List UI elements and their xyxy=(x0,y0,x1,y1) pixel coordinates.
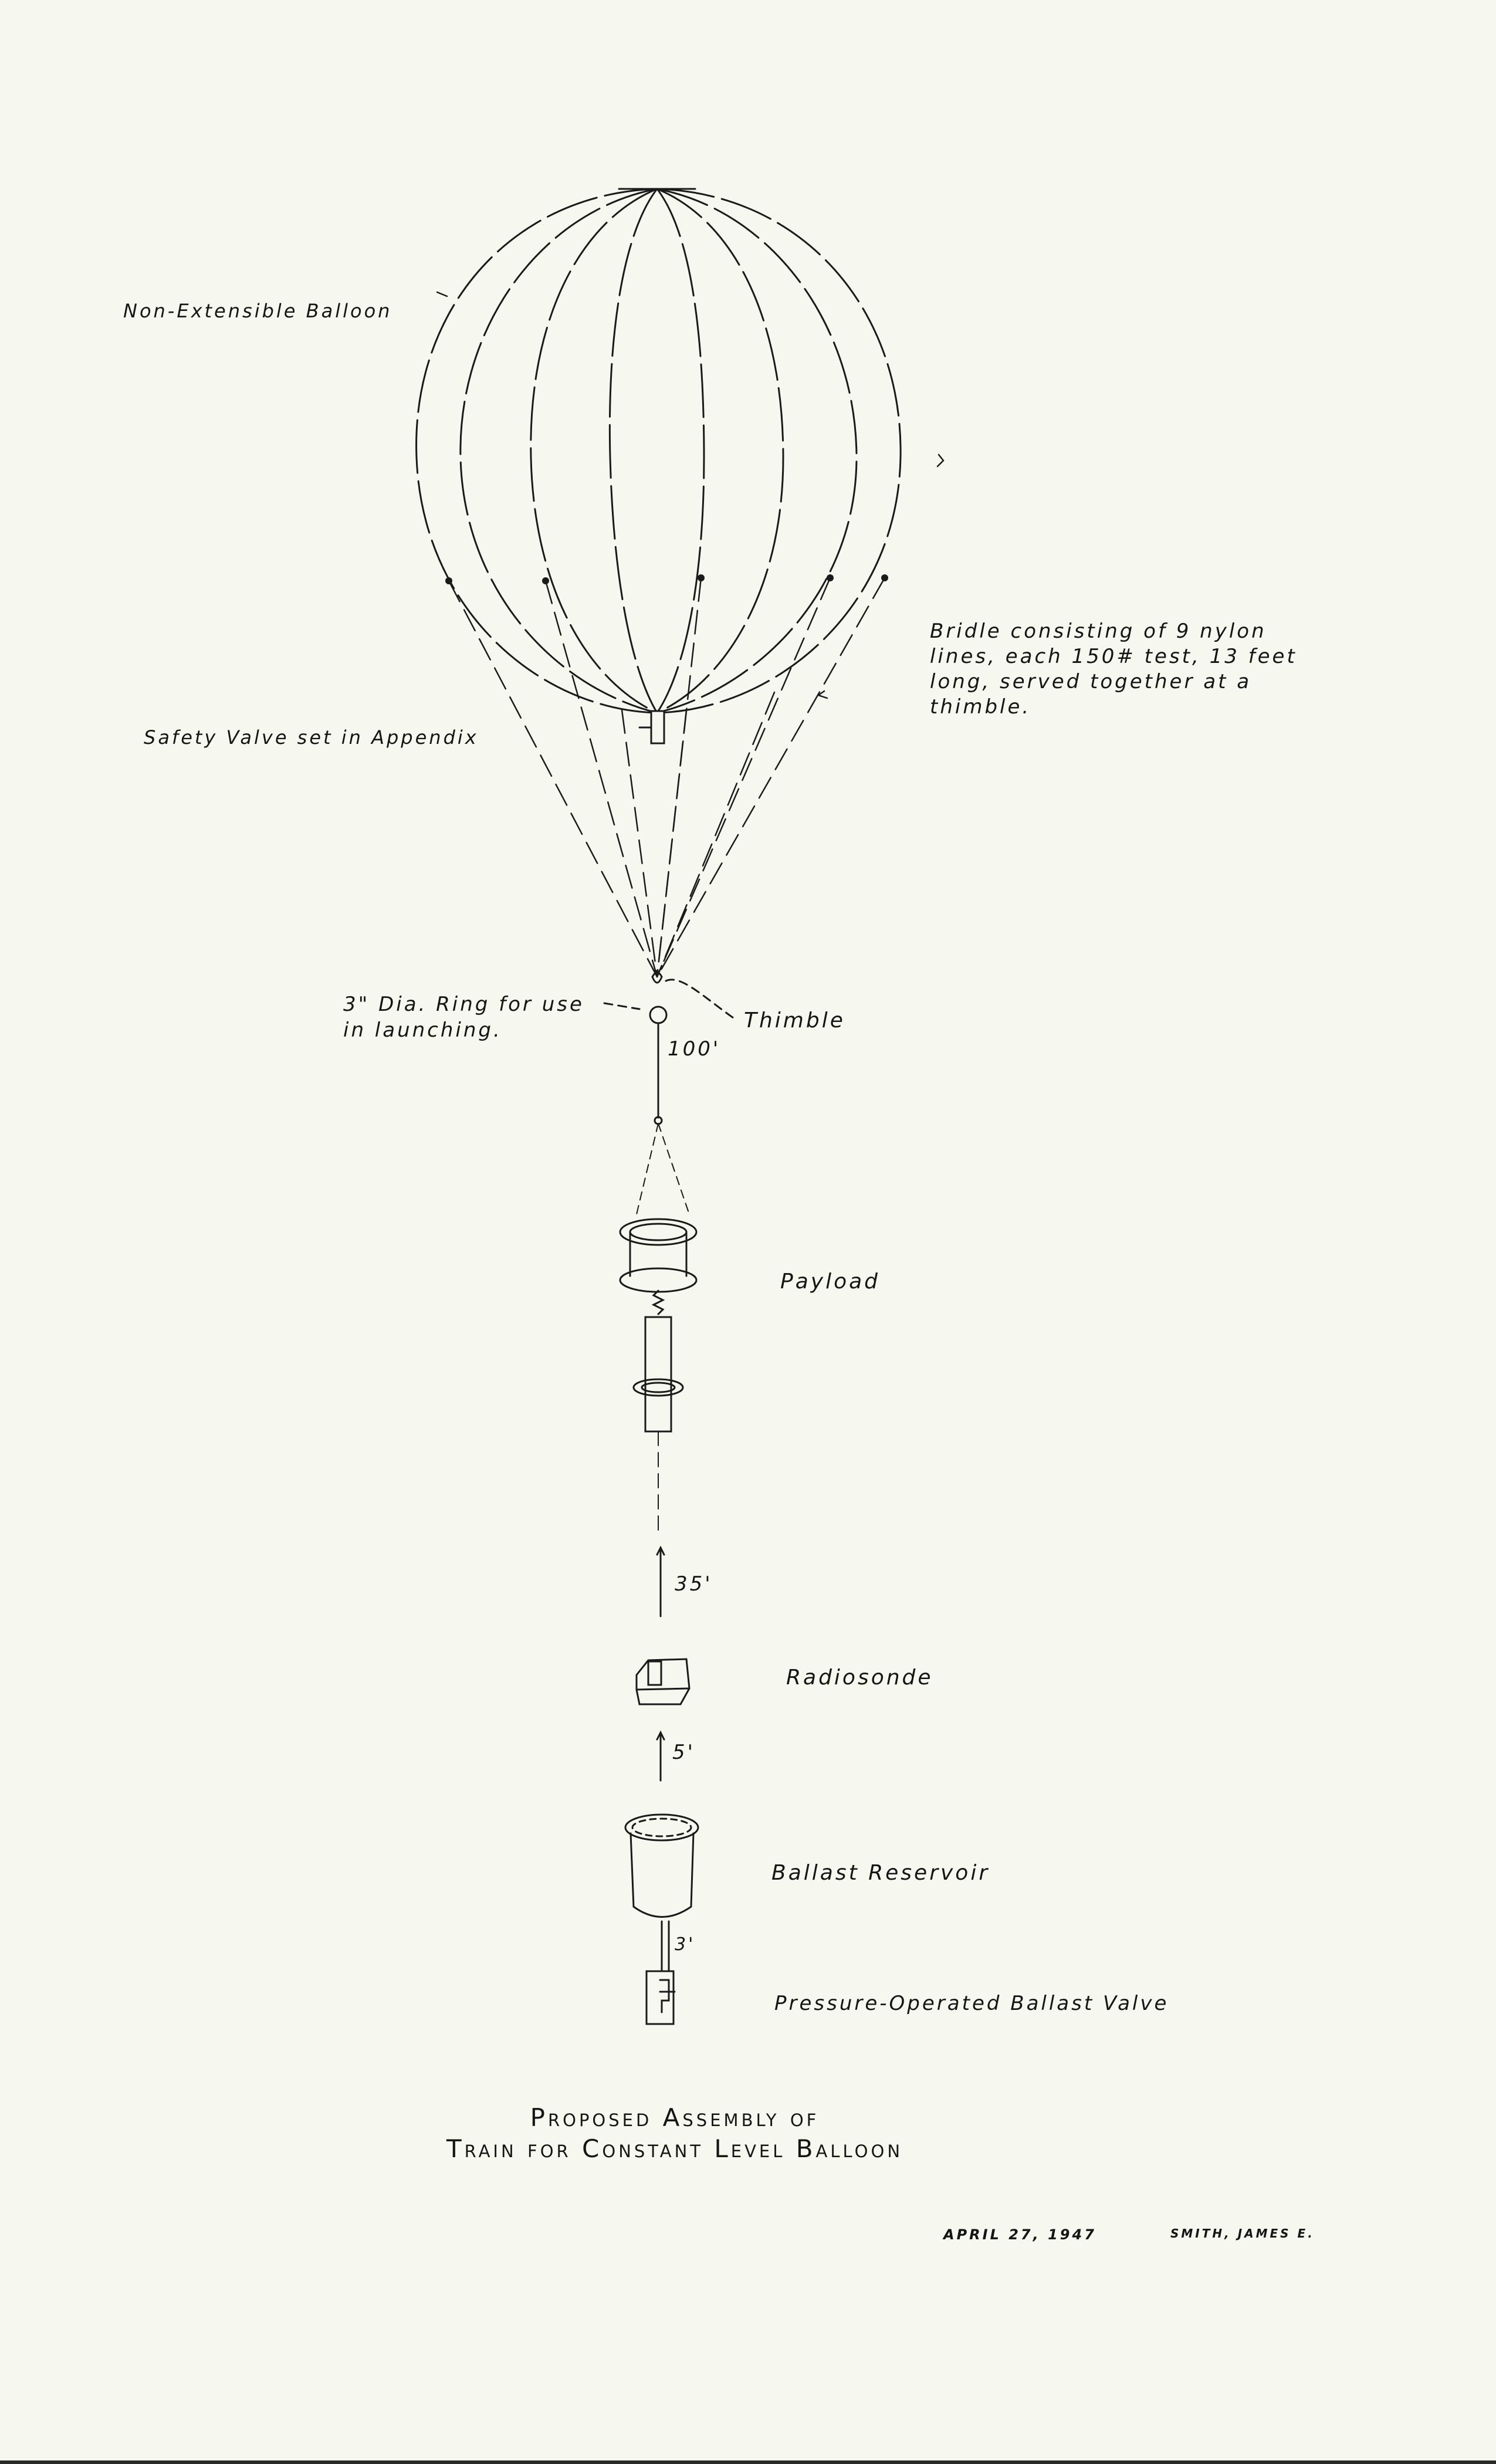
bridle-lines xyxy=(449,578,885,977)
line-35-ft xyxy=(657,1548,664,1616)
ballast-valve-label: Pressure-Operated Ballast Valve xyxy=(774,1992,1169,2015)
ballast-reservoir-label: Ballast Reservoir xyxy=(771,1861,990,1885)
dimension-100-ft: 100' xyxy=(668,1037,721,1061)
payload-label: Payload xyxy=(780,1270,881,1294)
footer-date: APRIL 27, 1947 xyxy=(943,2226,1096,2243)
footer-author: SMITH, JAMES E. xyxy=(1170,2226,1315,2240)
payload-assembly xyxy=(620,1219,696,1531)
thimble-and-ring xyxy=(604,973,733,1024)
leader-ticks xyxy=(437,292,943,698)
ballast-valve xyxy=(647,1971,675,2024)
dimension-5-ft: 5' xyxy=(672,1741,695,1764)
bridle-label: Bridle consisting of 9 nylon lines, each 150# test, 13 feet long, served together at a thimble. xyxy=(930,620,1297,719)
dimension-35-ft: 35' xyxy=(675,1572,713,1596)
ring-label: 3" Dia. Ring for use in launching. xyxy=(343,993,584,1042)
dimension-3-ft: 3' xyxy=(675,1934,696,1955)
balloon-envelope xyxy=(417,189,901,713)
balloon-label: Non-Extensible Balloon xyxy=(123,300,392,322)
bridle-attachment-points xyxy=(445,574,888,584)
caption-line-2: Train for Constant Level Balloon xyxy=(446,2134,903,2163)
radiosonde xyxy=(637,1659,689,1704)
safety-valve-label: Safety Valve set in Appendix xyxy=(144,726,479,749)
safety-valve xyxy=(639,711,664,743)
caption-line-1: Proposed Assembly of xyxy=(530,2103,820,2132)
thimble-label: Thimble xyxy=(744,1008,845,1033)
line-5-ft xyxy=(657,1732,664,1781)
bottom-edge-bar xyxy=(0,2460,1496,2464)
radiosonde-label: Radiosonde xyxy=(786,1666,933,1690)
